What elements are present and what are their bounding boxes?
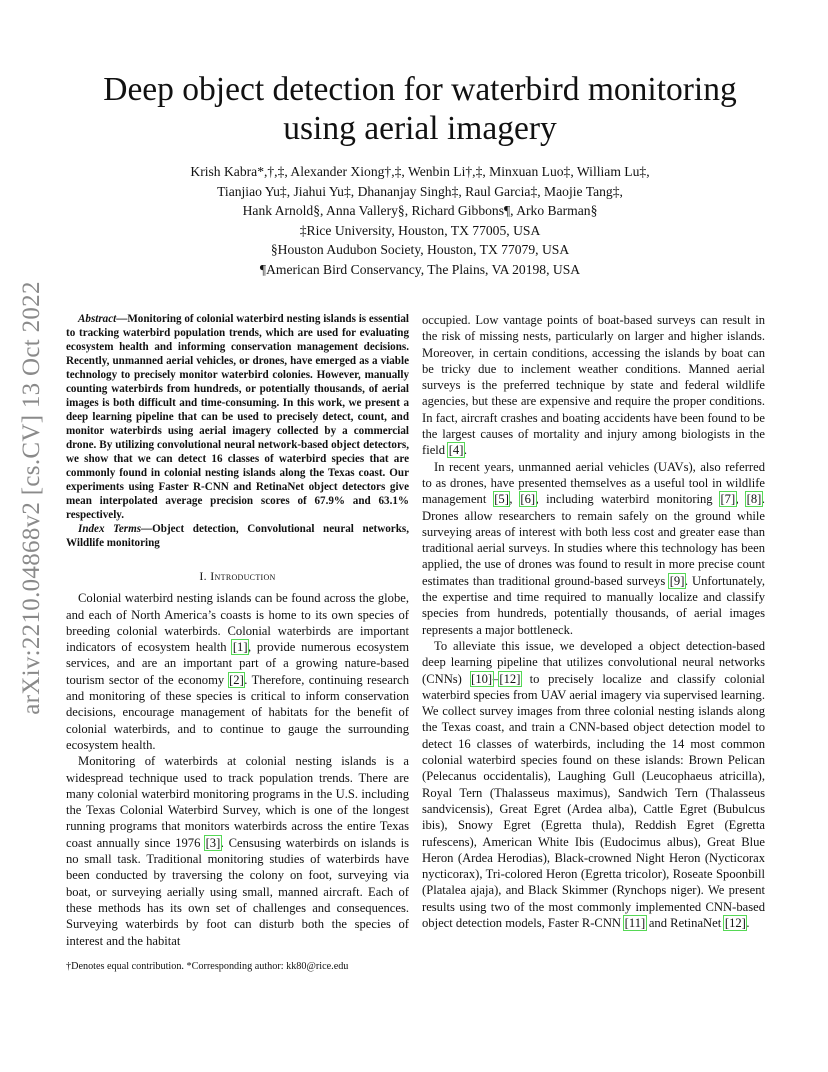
citation-link[interactable]: [5] [494,492,509,507]
intro-paragraph-2: Monitoring of waterbirds at colonial nesting islands is a widespread technique used to track population trends. There are many colonial waterbird monitoring programs in the U.S. including the Texas Colonial Waterbird Survey, which is one of the longest running programs that monitors waterbirds across the entire Texas coast annually since 1976 [3]. Censusing waterbirds on islands is no small task. Traditional monitoring studies of waterbirds have been conducted by traversing the colony on foot, surveying via boat, or surveying aerially using small, manned aircraft. Each of these methods has its own set of challenges and consequences. Surveying waterbirds by foot can disturb both the species of interest and the habitat [66,754,409,948]
index-terms [66,522,409,550]
citation-link[interactable]: [3] [205,835,221,850]
citation-link[interactable]: [6] [520,492,536,507]
intro-paragraph-1: Colonial waterbird nesting islands can be found across the globe, and each of North America’s coasts is home to its own species of breeding colonial waterbirds. Colonial waterbirds are important indicators of ecosystem health [1], provide numerous ecosystem services, and are an important part of a growing nature-based tourism sector of the economy [2]. Therefore, continuing research and monitoring of these species is critical to inform conservation decisions, encourage management of habitats for the benefit of colonial waterbirds, and to continue to gauge the surrounding ecosystem health. [66,591,409,752]
affiliation-line: §Houston Audubon Society, Houston, TX 77079, USA [270,242,570,257]
paper-title [70,70,770,148]
intro-paragraph-4: In recent years, unmanned aerial vehicles (UAVs), also referred to as drones, have presented themselves as a useful tool in wildlife management [5], [6], including waterbird monitoring [7], [8]. Drones allow researchers to remain safely on the ground while surveying areas of interest with both less cost and greater ease than traditional aerial surveys. In studies where this technology has been applied, the use of drones was found to result in more precise count estimates than traditional ground-based surveys [9]. Unfortunately, the expertise and time required to manually localize and classify species from hundreds, potentially thousands, of aerial images represents a major bottleneck. [422,459,766,637]
citation-link[interactable]: [12] [499,671,521,686]
citation-link[interactable]: [8] [746,492,762,507]
arxiv-sidebar [12,281,52,715]
footnote: †Denotes equal contribution. *Corresponding author: kk80@rice.edu [66,961,349,972]
title-line-1: Deep object detection for waterbird monitoring [103,71,737,108]
title-line-2: using aerial imagery [283,110,557,147]
author-line: Hank Arnold§, Anna Vallery§, Richard Gibbons¶, Arko Barman§ [242,203,598,218]
citation-link[interactable]: [11] [624,915,646,930]
citation-link[interactable]: [10] [471,671,493,686]
affiliation-line: ‡Rice University, Houston, TX 77005, USA [299,222,541,238]
citation-link[interactable]: [4] [448,443,464,458]
index-terms-label: Index Terms [78,523,142,535]
index-terms-text: —Object detection, Convolutional neural networks, Wildlife monitoring [66,523,409,549]
citation-link[interactable]: [12] [724,915,746,930]
left-column [66,312,409,949]
arxiv-identifier: arXiv:2210.04868v2 [cs.CV] 13 Oct 2022 [18,281,45,715]
right-column [422,312,765,931]
citation-link[interactable]: [9] [669,573,685,588]
affiliation-line: ¶American Bird Conservancy, The Plains, VA 20198, USA [259,261,581,277]
intro-paragraph-3: occupied. Low vantage points of boat-based surveys can result in the risk of missing nests, particularly on larger and higher islands. Moreover, in certain conditions, accessing the islands by boat can be tricky due to inclement weather conditions. Manned aerial surveys is the preferred technique by state and federal wildlife agencies, but these are expensive and require the proper conditions. In fact, aircraft crashes and boating accidents have been found to be the largest causes of mortality and injury among biologists in the field [4]. [422,313,765,458]
citation-link[interactable]: [7] [720,492,736,507]
abstract-label: Abstract [78,313,117,325]
author-line: Krish Kabra*,†,‡, Alexander Xiong†,‡, Wenbin Li†,‡, Minxuan Luo‡, William Lu‡, [190,164,650,179]
author-line: Tianjiao Yu‡, Jiahui Yu‡, Dhananjay Singh‡, Raul Garcia‡, Maojie Tang‡, [217,183,623,199]
abstract [66,312,409,522]
author-block [70,162,770,279]
abstract-text: —Monitoring of colonial waterbird nesting islands is essential to tracking waterbird population trends, which are used for evaluating ecosystem health and informing conservation management decisions. Recently, unmanned aerial vehicles, or drones, have emerged as a viable technology to precisely monitor waterbird colonies. However, manually counting waterbirds from hundreds, or potentially thousands, of aerial images is both difficult and time-consuming. In this work, we present a deep learning pipeline that can be used to precisely detect, count, and monitor waterbirds using aerial imagery collected by a commercial drone. By utilizing convolutional neural network-based object detectors, we show that we can detect 16 classes of waterbird species that are commonly found in colonial nesting islands along the Texas coast. Our experiments using Faster R-CNN and RetinaNet object detectors give mean interpolated average precision scores of 67.9% and 63.1% respectively. [66,313,409,521]
citation-link[interactable]: [2] [229,672,244,687]
section-heading-introduction: I. Introduction [199,569,276,583]
citation-link[interactable]: [1] [232,640,248,655]
intro-paragraph-5: To alleviate this issue, we developed a object detection-based deep learning pipeline that utilizes convolutional neural networks (CNNs) [10]–[12] to precisely localize and classify colonial waterbird species from UAV aerial imagery via supervised learning. We collect survey images from three colonial nesting islands along the Texas coast, and train a CNN-based object detection model to detect 16 classes of waterbirds, including the 14 most common colonial waterbird species found on these islands: Brown Pelican (Pelecanus occidentalis), Laughing Gull (Leucophaeus atricilla), Royal Tern (Thalasseus maximus), Sandwich Tern (Thalasseus sandvicensis), Great Egret (Ardea alba), Cattle Egret (Bubulcus ibis), Snowy Egret (Egretta thula), Reddish Egret (Egretta rufescens), American White Ibis (Eudocimus albus), Great Blue Heron (Ardea Herodias), Black-crowned Night Heron (Nycticorax nycticorax), Tri-colored Heron (Egretta tricolor), Roseate Spoonbill (Platalea ajaja), and Black Skimmer (Rynchops niger). We present results using two of the most commonly implemented CNN-based object detection models, Faster R-CNN [11] and RetinaNet [12]. [422,638,765,930]
